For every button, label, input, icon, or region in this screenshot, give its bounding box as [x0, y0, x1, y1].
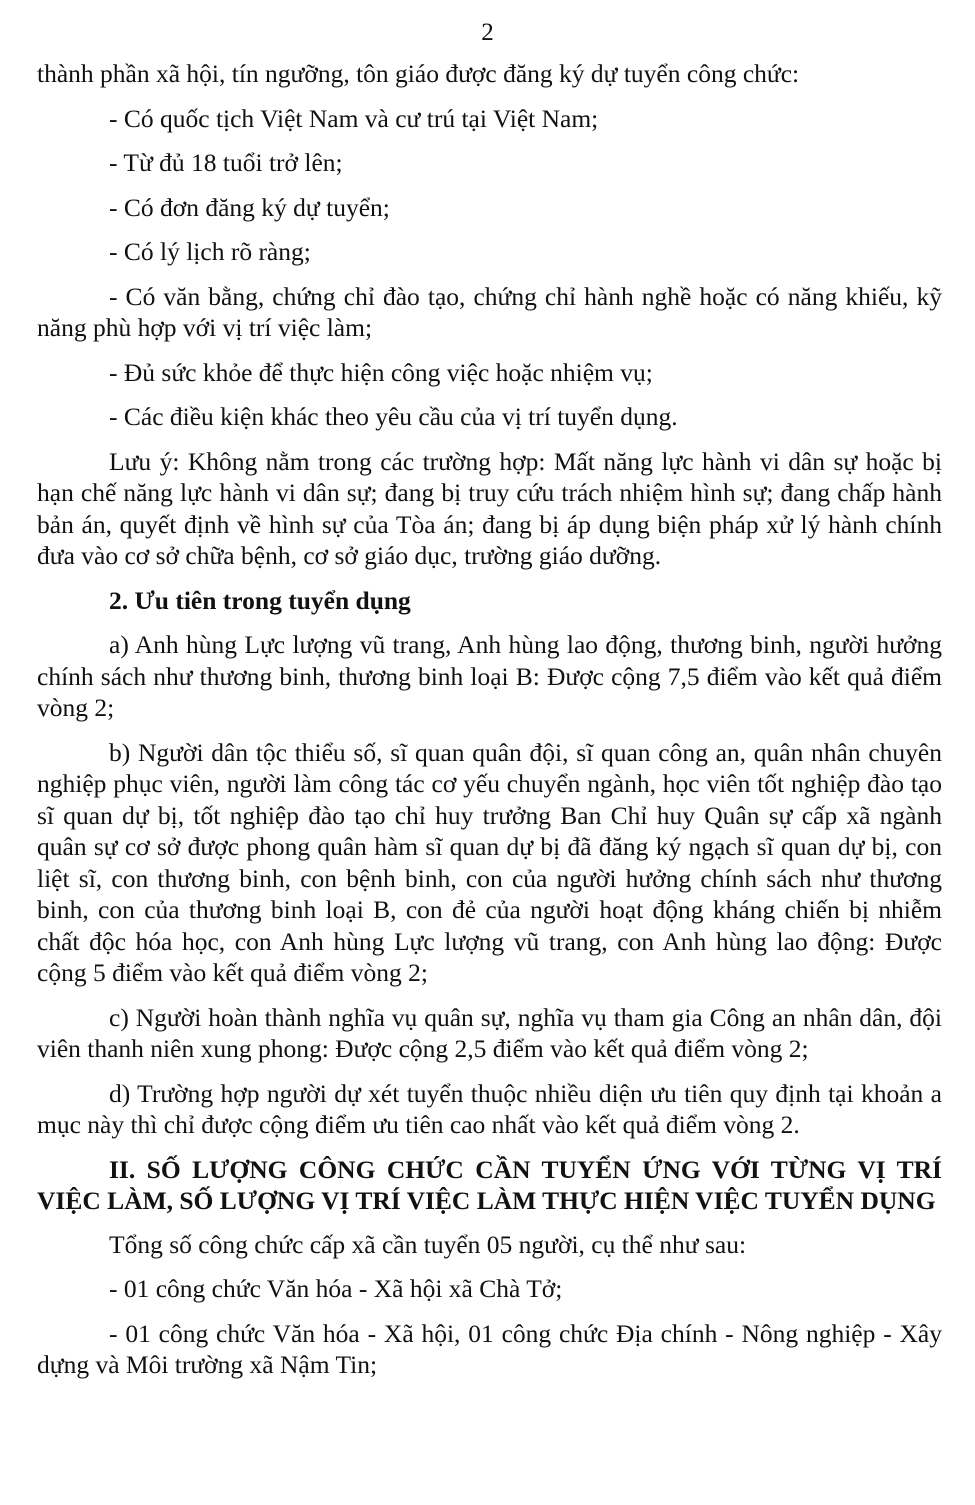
total-line: Tổng số công chức cấp xã cần tuyển 05 người, cụ thể như sau:: [109, 1229, 747, 1259]
condition-item: - Các điều kiện khác theo yêu cầu của vị trí tuyển dụng.: [109, 402, 678, 431]
note-paragraph: Lưu ý: Không nằm trong các trường hợp: Mất năng lực hành vi dân sự hoặc bị hạn chế năng lực hành vi dân sự; đang bị truy cứu trách nhiệm hình sự; đang chấp hành bản án, quyết định về hình sự của Tòa án; đang bị áp dụng biện pháp xử lý hành chính đưa vào cơ sở chữa bệnh, cơ sở giáo dục, trường giáo dưỡng.: [37, 446, 942, 570]
priority-heading: 2. Ưu tiên trong tuyển dụng: [109, 585, 411, 615]
intro-paragraph: thành phần xã hội, tín ngưỡng, tôn giáo được đăng ký dự tuyển công chức:: [37, 59, 800, 88]
priority-item-d: d) Trường hợp người dự xét tuyển thuộc nhiều diện ưu tiên quy định tại khoản a mục này thì chỉ được cộng điểm ưu tiên cao nhất vào kết quả điểm vòng 2.: [37, 1078, 942, 1139]
condition-item: - Từ đủ 18 tuổi trở lên;: [109, 148, 343, 177]
condition-item: - Có quốc tịch Việt Nam và cư trú tại Việt Nam;: [109, 103, 599, 133]
section-ii-heading: II. SỐ LƯỢNG CÔNG CHỨC CẦN TUYỂN ỨNG VỚI TỪNG VỊ TRÍ VIỆC LÀM, SỐ LƯỢNG VỊ TRÍ VIỆC LÀM THỰC HIỆN VIỆC TUYỂN DỤNG: [37, 1154, 942, 1215]
document-body: [37, 58, 942, 1394]
priority-item-c: c) Người hoàn thành nghĩa vụ quân sự, nghĩa vụ tham gia Công an nhân dân, đội viên thanh niên xung phong: Được cộng 2,5 điểm vào kết quả điểm vòng 2;: [37, 1002, 942, 1063]
condition-item: - Có lý lịch rõ ràng;: [109, 237, 311, 266]
condition-item: - Đủ sức khỏe để thực hiện công việc hoặc nhiệm vụ;: [109, 357, 653, 387]
priority-item-a: a) Anh hùng Lực lượng vũ trang, Anh hùng lao động, thương binh, người hưởng chính sách như thương binh, thương binh loại B: Được cộng 7,5 điểm vào kết quả điểm vòng 2;: [37, 630, 942, 722]
condition-item: - Có văn bằng, chứng chỉ đào tạo, chứng chỉ hành nghề hoặc có năng khiếu, kỹ năng phù hợp với vị trí việc làm;: [37, 281, 942, 342]
position-item: - 01 công chức Văn hóa - Xã hội, 01 công chức Địa chính - Nông nghiệp - Xây dựng và Môi trường xã Nậm Tin;: [37, 1318, 942, 1379]
condition-item: - Có đơn đăng ký dự tuyển;: [109, 192, 390, 222]
priority-item-b: b) Người dân tộc thiểu số, sĩ quan quân đội, sĩ quan công an, quân nhân chuyên nghiệp phục viên, người làm công tác cơ yếu chuyển ngành, học viên tốt nghiệp đào tạo sĩ quan dự bị, tốt nghiệp đào tạo chỉ huy trưởng Ban Chỉ huy Quân sự cấp xã ngành quân sự cơ sở được phong quân hàm sĩ quan dự bị đã đăng ký ngạch sĩ quan dự bị, con liệt sĩ, con thương binh, con bệnh binh, con của người hưởng chính sách như thương binh, con của thương binh loại B, con đẻ của người hoạt động kháng chiến bị nhiễm chất độc hóa học, con Anh hùng Lực lượng vũ trang, con Anh hùng lao động: Được cộng 5 điểm vào kết quả điểm vòng 2;: [37, 737, 942, 987]
position-item: - 01 công chức Văn hóa - Xã hội xã Chà Tở;: [109, 1274, 563, 1303]
page-number: 2: [481, 19, 494, 46]
